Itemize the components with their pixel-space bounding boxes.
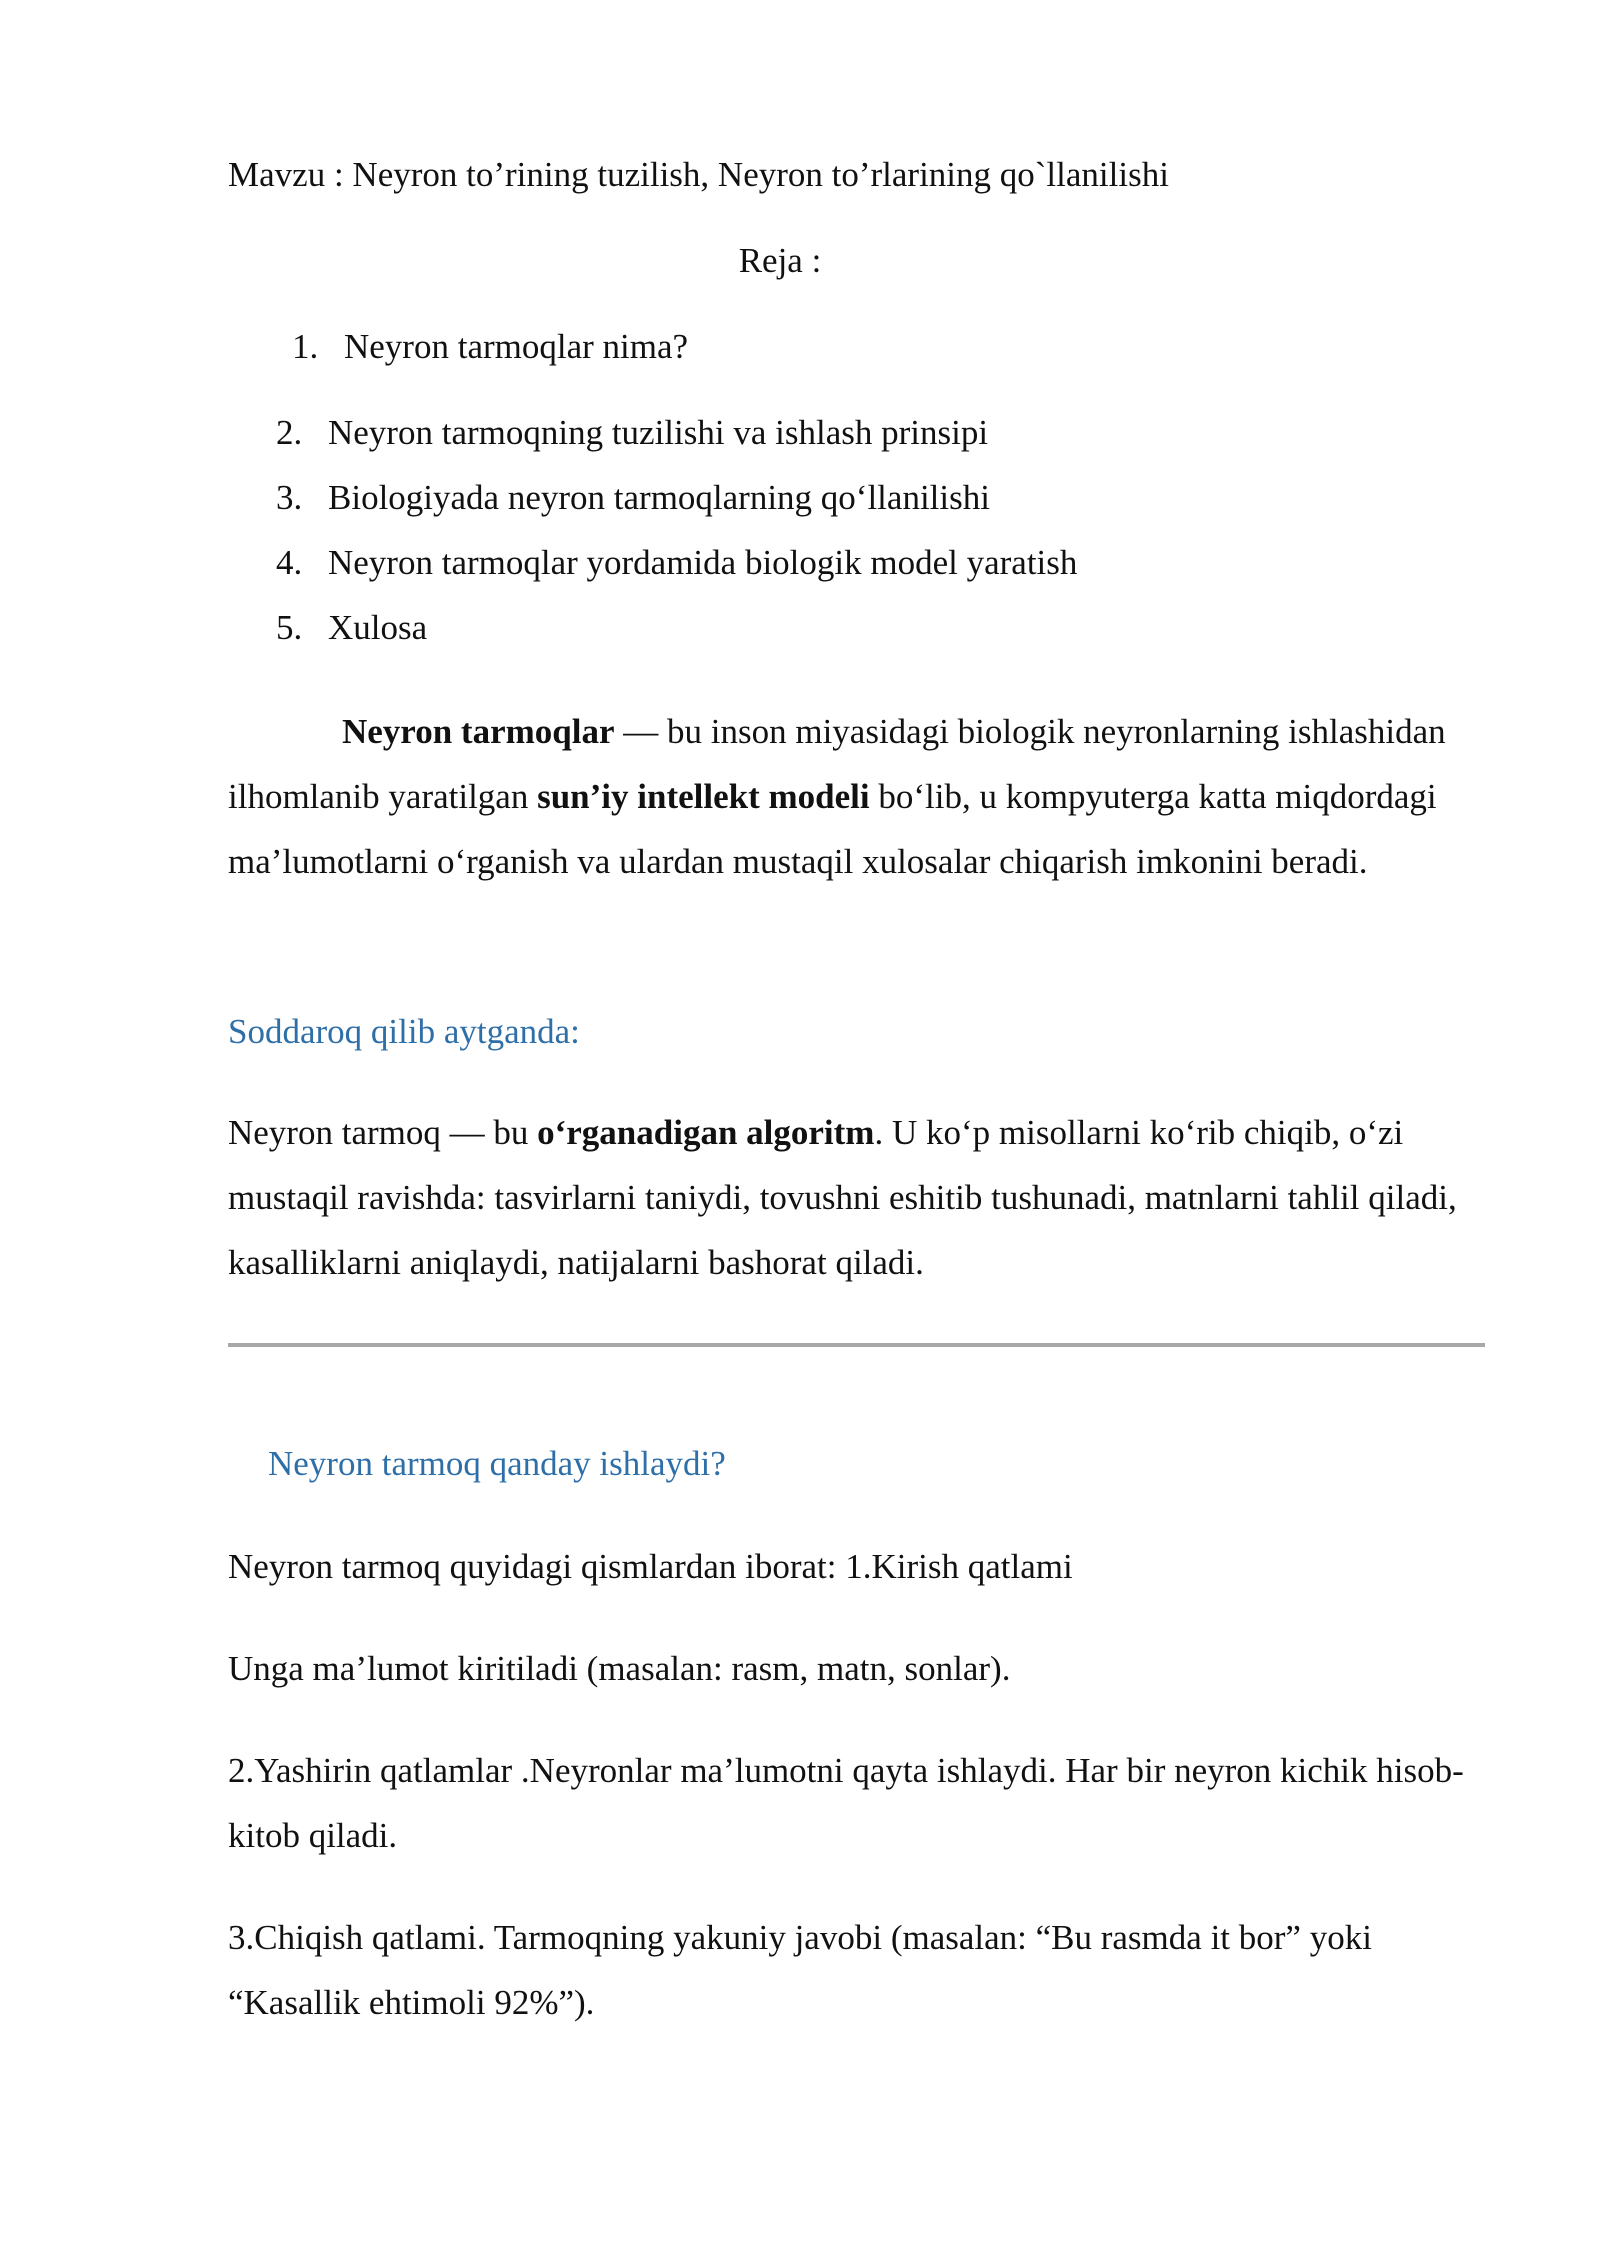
simple-paragraph: [228, 1100, 1485, 1295]
simple-text-2: . U ko‘p misollarni ko‘rib chiqib, o‘zi mustaqil ravishda: tasvirlarni taniydi, tovushni eshitib tushunadi, matnlarni tahlil qiladi, kasalliklarni aniqlaydi, natijalarni bashorat qiladi.: [228, 1113, 1457, 1282]
layers-line-1: Neyron tarmoq quyidagi qismlardan iborat: 1.Kirish qatlami: [228, 1547, 1073, 1586]
list-item: [276, 530, 1077, 595]
list-item: [292, 314, 688, 379]
layers-line-3: 2.Yashirin qatlamlar .Neyronlar ma’lumotni qayta ishlaydi. Har bir neyron kichik hisob-kitob qiladi.: [228, 1751, 1464, 1855]
list-text: Biologiyada neyron tarmoqlarning qo‘llanilishi: [328, 478, 990, 517]
topic-line: Mavzu : Neyron to’rining tuzilish, Neyron to’rlarining qo`llanilishi: [228, 155, 1169, 194]
simple-heading: Soddaroq qilib aytganda:: [228, 1012, 580, 1051]
list-item: [276, 595, 427, 660]
intro-term: Neyron tarmoqlar: [342, 712, 615, 751]
simple-bold: o‘rganadigan algoritm: [537, 1113, 875, 1152]
how-heading: Neyron tarmoq qanday ishlaydi?: [268, 1444, 726, 1483]
list-number: 3.: [276, 478, 303, 517]
list-text: Neyron tarmoqning tuzilishi va ishlash prinsipi: [328, 413, 989, 452]
layers-line-4: 3.Chiqish qatlami. Tarmoqning yakuniy javobi (masalan: “Bu rasmda it bor” yoki “Kasallik ehtimoli 92%”).: [228, 1918, 1372, 2022]
horizontal-rule: [228, 1343, 1485, 1347]
list-text: Xulosa: [328, 608, 428, 647]
intro-bold: sun’iy intellekt modeli: [537, 777, 870, 816]
list-item: [276, 400, 988, 465]
intro-text-1: — bu inson miyasidagi biologik neyronlarning ishlashidan ilhomlanib yaratilgan: [228, 712, 1446, 816]
list-number: 4.: [276, 543, 303, 582]
intro-text-2: bo‘lib, u kompyuterga katta miqdordagi ma’lumotlarni o‘rganish va ulardan mustaqil xulosalar chiqarish imkonini beradi.: [228, 777, 1437, 881]
list-number: 2.: [276, 413, 303, 452]
plan-title: Reja :: [738, 241, 822, 280]
list-item: [276, 465, 990, 530]
list-number: 5.: [276, 608, 303, 647]
layers-line-2: Unga ma’lumot kiritiladi (masalan: rasm, matn, sonlar).: [228, 1649, 1011, 1688]
list-number: 1.: [292, 327, 319, 366]
list-text: Neyron tarmoqlar yordamida biologik model yaratish: [328, 543, 1078, 582]
intro-paragraph: [228, 699, 1485, 894]
simple-text-1: Neyron tarmoq — bu: [228, 1113, 538, 1152]
list-text: Neyron tarmoqlar nima?: [344, 327, 689, 366]
